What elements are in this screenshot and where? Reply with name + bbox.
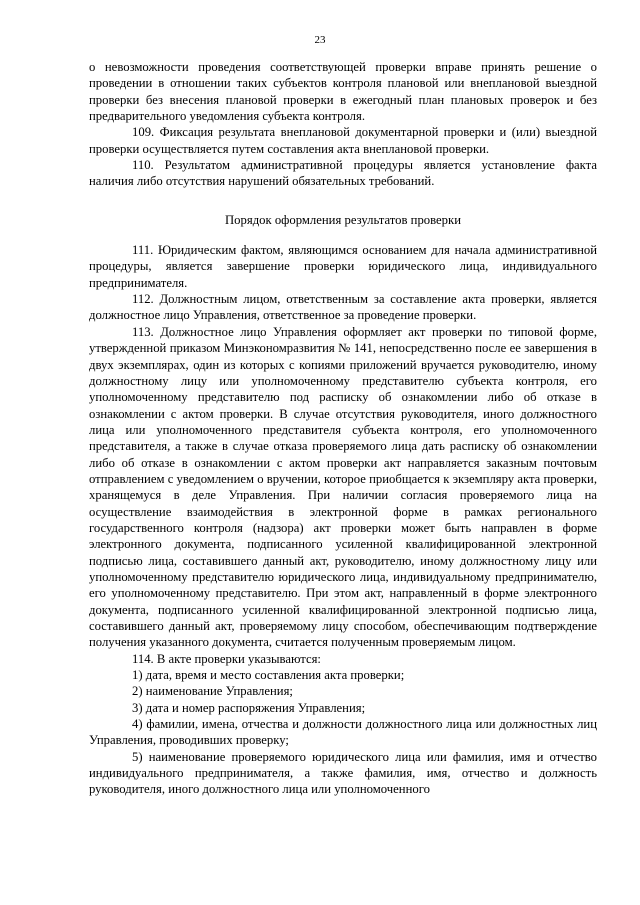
paragraph-109: 109. Фиксация результата внеплановой документарной проверки и (или) выездной проверки осуществляется путем составления акта внеплановой проверки. (89, 125, 597, 156)
paragraph-114: 114. В акте проверки указываются: (132, 651, 321, 666)
paragraph-113: 113. Должностное лицо Управления оформляет акт проверки по типовой форме, утвержденной приказом Минэкономразвития № 141, непосредственно после ее завершения в двух экземплярах, один из которых с копиями приложений вручается руководителю, иному должностному лицу или уполномоченному представителю субъекта контроля, его уполномоченному представителю под расписку об ознакомлении либо об отказе в ознакомлении с актом проверки. В случае отсутствия руководителя, иного должностного лица или уполномоченного представителя субъекта контроля, его уполномоченного представителя, а также в случае отказа проверяемого лица дать расписку об ознакомлении либо об отказе в ознакомлении с актом проверки акт направляется заказным почтовым отправлением с уведомлением о вручении, которое приобщается к экземпляру акта проверки, хранящемуся в деле Управления. При наличии согласия проверяемого лица на осуществление взаимодействия в электронной форме в рамках регионального государственного контроля (надзора) акт проверки может быть направлен в форме электронного документа, подписанного усиленной квалифицированной электронной подписью лица, составившего данный акт, руководителю, иному должностному лицу или уполномоченному представителю юридического лица, индивидуальному предпринимателю, его уполномоченному представителю. При этом акт, направленный в форме электронного документа, подписанного усиленной квалифицированной электронной подписью лица, составившего данный акт, проверяемому лицу способом, обеспечивающим подтверждение получения указанного документа, считается полученным проверяемым лицом. (89, 324, 597, 650)
section-heading: Порядок оформления результатов проверки (225, 212, 461, 227)
page-body (89, 59, 597, 798)
paragraph-110: 110. Результатом административной процедуры является установление факта наличия либо отсутствия нарушений обязательных требований. (89, 158, 597, 189)
list-item-5: 5) наименование проверяемого юридического лица или фамилия, имя и отчество индивидуального предпринимателя, а также фамилия, имя, отчество и должность руководителя, иного должностного лица или уполномоченного (89, 749, 597, 797)
page-number: 23 (314, 34, 326, 46)
paragraph-112: 112. Должностным лицом, ответственным за составление акта проверки, является должностное лицо Управления, ответственное за проведение проверки. (89, 292, 597, 323)
list-item-2: 2) наименование Управления; (132, 684, 293, 699)
paragraph-continuation: о невозможности проведения соответствующей проверки вправе принять решение о проведении в отношении таких субъектов контроля плановой или внеплановой выездной проверки без внесения плановой проверки в ежегодный план плановых проверок и без предварительного уведомления субъекта контроля. (89, 60, 597, 124)
paragraph-111: 111. Юридическим фактом, являющимся основанием для начала административной процедуры, является завершение проверки юридического лица, индивидуального предпринимателя. (89, 243, 597, 290)
list-item-4: 4) фамилии, имена, отчества и должности должностного лица или должностных лиц Управления, проводивших проверку; (89, 717, 597, 748)
list-item-1: 1) дата, время и место составления акта проверки; (132, 668, 405, 683)
list-item-3: 3) дата и номер распоряжения Управления; (132, 700, 366, 715)
